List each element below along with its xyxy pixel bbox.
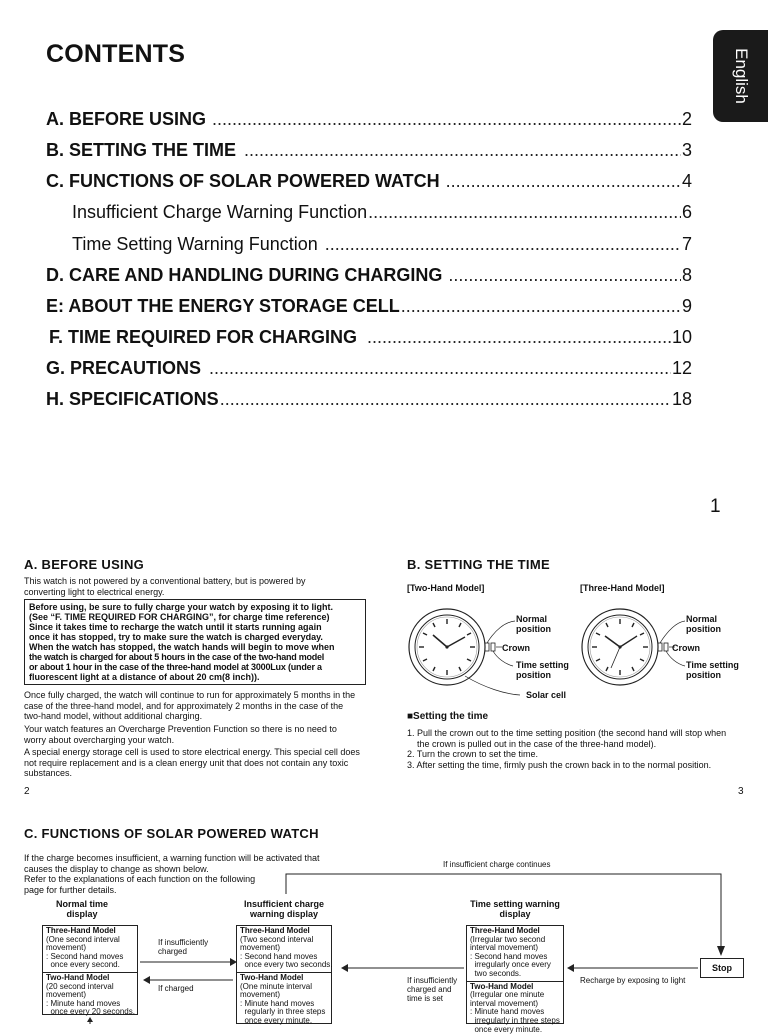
box-line: once every 20 seconds. [46, 1007, 135, 1017]
contents-title: CONTENTS [46, 40, 186, 68]
time-setting-display-box [466, 925, 564, 1034]
page-number-3: 3 [738, 786, 744, 797]
three-hand-model-label: [Three-Hand Model] [580, 583, 665, 593]
notice-line: Before using, be sure to fully charge your watch by exposing it to light. [29, 602, 334, 612]
box-line: movement) [46, 990, 87, 1000]
functions-intro-line: causes the display to change as shown below. [24, 863, 209, 874]
insufficient-display-header: Insufficient charge warning display [243, 899, 324, 919]
time-setting-display-header: Time setting warning display [470, 899, 560, 919]
notice-line: (See “F. TIME REQUIRED FOR CHARGING”, for charge time reference) [29, 612, 330, 622]
box-line: irregularly in three steps [470, 1015, 560, 1025]
two-hand-time-setting-label: Time setting position [516, 660, 569, 680]
three-hand-time-setting-label: Time setting position [686, 660, 739, 680]
before-using-para-2: Your watch features an Overcharge Prevention Function so there is no need to worry about overcharging your watch. [24, 724, 337, 745]
box-line: : Minute hand moves [470, 1007, 545, 1017]
box-line: movement) [46, 943, 87, 953]
normal-display-header: Normal time display [55, 899, 108, 919]
box-line: : Second hand moves [46, 951, 124, 961]
model-title: Two-Hand Model [470, 981, 534, 991]
setting-steps [407, 728, 752, 770]
notice-line: or about 1 hour in the case of the three-hand model at 3000Lux (under a [29, 662, 322, 672]
model-title: Three-Hand Model [46, 926, 116, 935]
toc-item-energy-cell[interactable]: E: ABOUT THE ENERGY STORAGE CELL ..... 9 [46, 296, 692, 320]
box-line: : Minute hand moves [240, 998, 315, 1008]
notice-line: When the watch has stopped, the watch hands will begin to move when [29, 642, 335, 652]
box-line: once every minute. [470, 1024, 543, 1034]
before-using-para-1: Once fully charged, the watch will continue to run for approximately 5 months in the case of the three-hand model, and for approximately 2 months in the case of the two-hand model, without additional charging. [24, 690, 356, 721]
toc-item-charging-time[interactable]: F. TIME REQUIRED FOR CHARGING ..... 10 [49, 327, 692, 351]
toc-item-functions[interactable]: C. FUNCTIONS OF SOLAR POWERED WATCH ..... 4 [46, 171, 692, 195]
box-line: movement) [240, 990, 281, 1000]
notice-line: fluorescent light at a distance of about 20 cm(8 inch)). [29, 672, 260, 682]
toc-item-specifications[interactable]: H. SPECIFICATIONS ..... 18 [46, 389, 692, 413]
insufficient-display-box [236, 925, 332, 1024]
toc-item-precautions[interactable]: G. PRECAUTIONS ..... 12 [46, 358, 692, 382]
two-hand-normal-position-label: Normal position [516, 614, 551, 634]
before-using-para-3: A special energy storage cell is used to store electrical energy. This special cell does not require replacement and is a clean energy unit that does not contain any toxic substances. [24, 747, 360, 778]
box-line: interval movement) [470, 998, 539, 1008]
toc-item-care-handling[interactable]: D. CARE AND HANDLING DURING CHARGING ..... 8 [46, 265, 692, 289]
before-using-intro: This watch is not powered by a conventional battery, but is powered by converting light to electrical energy. [24, 576, 306, 597]
continues-arrow-label: If insufficient charge continues [443, 860, 551, 869]
notice-line: Since it takes time to recharge the watch until it starts running again [29, 622, 322, 632]
two-hand-crown-label: Crown [502, 643, 530, 653]
setting-time-heading: B. SETTING THE TIME [407, 557, 550, 572]
notice-line: the watch is charged for about 5 hours in the case of the two-hand model [29, 652, 325, 662]
page-number-2: 2 [24, 786, 30, 797]
box-line: : Second hand moves [470, 951, 548, 961]
time-set-label: If insufficiently charged and time is set [407, 976, 458, 1003]
box-line: (Irregular two second [470, 934, 546, 944]
setting-step: the crown is pulled out in the case of the three-hand model). [407, 738, 657, 749]
functions-intro-line: page for further details. [24, 884, 117, 895]
solar-cell-label: Solar cell [526, 690, 567, 700]
box-line: (Irregular one minute [470, 990, 545, 1000]
two-hand-model-label: [Two-Hand Model] [407, 583, 485, 593]
setting-step: 3. After setting the time, firmly push the crown back in to the normal position. [407, 759, 712, 770]
box-line: two seconds. [470, 968, 522, 978]
model-title: Three-Hand Model [470, 926, 540, 935]
box-line: (One minute interval [240, 981, 313, 991]
if-charged-label: If charged [158, 984, 194, 993]
language-tab[interactable] [713, 30, 768, 122]
box-line: : Second hand moves [240, 951, 318, 961]
insufficiently-charged-label: If insufficiently charged [158, 938, 209, 956]
setting-the-time-subheading: ■Setting the time [407, 711, 489, 722]
model-title: Two-Hand Model [46, 972, 110, 982]
toc-item-insufficient-charge[interactable]: Insufficient Charge Warning Function ..... 6 [72, 202, 692, 226]
box-line: regularly in three steps [240, 1007, 326, 1017]
stop-box: Stop [700, 958, 744, 978]
box-line: : Minute hand moves [46, 998, 121, 1008]
normal-display-box [42, 925, 138, 1015]
toc-item-before-using[interactable]: A. BEFORE USING ..... 2 [46, 109, 692, 133]
toc-item-time-setting-warning[interactable]: Time Setting Warning Function ..... 7 [72, 234, 692, 258]
box-line: once every two seconds. [240, 960, 333, 970]
box-line: once every second. [46, 960, 120, 970]
functions-intro-line: Refer to the explanations of each function on the following [24, 874, 256, 884]
box-line: (One second interval [46, 934, 120, 944]
before-using-notice-box [24, 599, 366, 685]
box-line: interval movement) [470, 943, 539, 953]
box-line: movement) [240, 943, 281, 953]
language-tab-label: English [731, 48, 751, 104]
recharge-label: Recharge by exposing to light [580, 976, 686, 985]
three-hand-normal-position-label: Normal position [686, 614, 721, 634]
setting-step: 1. Pull the crown out to the time setting position (the second hand will stop when [407, 728, 727, 738]
model-title: Three-Hand Model [240, 926, 310, 935]
before-using-heading: A. BEFORE USING [24, 557, 145, 572]
three-hand-crown-label: Crown [672, 643, 700, 653]
model-title: Two-Hand Model [240, 972, 304, 982]
functions-intro-line: If the charge becomes insufficient, a warning function will be activated that [24, 853, 320, 863]
three-hand-watch-icon [582, 609, 685, 685]
box-line: (Two second interval [240, 934, 314, 944]
functions-heading: C. FUNCTIONS OF SOLAR POWERED WATCH [24, 826, 319, 841]
box-line: (20 second interval [46, 981, 114, 991]
toc-item-setting-time[interactable]: B. SETTING THE TIME ..... 3 [46, 140, 692, 164]
box-line: irregularly once every [470, 960, 551, 970]
setting-step: 2. Turn the crown to set the time. [407, 749, 539, 759]
box-line: once every minute. [240, 1015, 313, 1025]
page-number-1: 1 [710, 496, 721, 517]
notice-line: once it has stopped, try to make sure the watch is charged everyday. [29, 632, 323, 642]
